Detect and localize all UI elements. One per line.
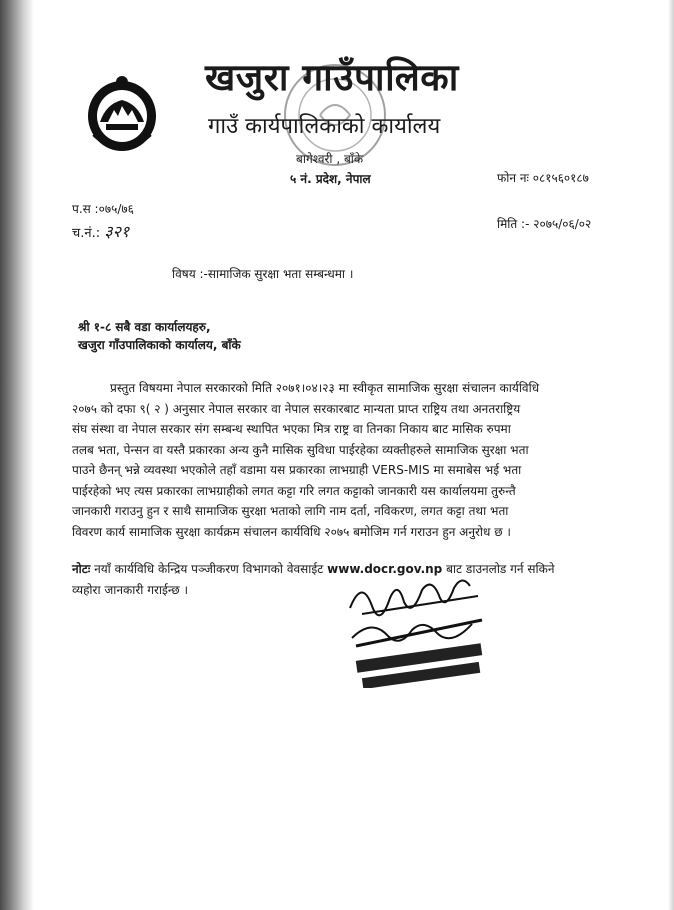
scan-edge-shadow: [0, 0, 34, 910]
note-text: नयाँ कार्यविधि केन्द्रिय पञ्जीकरण विभागको वेवसाईट: [90, 562, 328, 576]
body-line: संघ संस्था वा नेपाल सरकार संग सम्बन्ध स्थापित भएका मित्र राष्ट्र वा तिनका निकाय बाट मासिक रुपमा: [72, 422, 511, 436]
body-line: पाउने छैनन् भन्ने व्यवस्था भएकोले तहाँ वडामा यस प्रकारका लाभग्राही VERS-MIS मा समाबेस भई भता: [72, 463, 522, 477]
letter-body: [72, 378, 592, 542]
body-line: पाईरहेको भए त्यस प्रकारका लाभग्राहीको लगत कट्टा गरि लगत कट्टाको जानकारी यस कार्यालयमा तुरुन्तै: [72, 483, 516, 498]
office-subtitle: गाउँ कार्यपालिकाको कार्यालय: [208, 114, 441, 139]
note-label: नोटः: [72, 562, 91, 576]
recipient-line-1: श्री १-८ सबै वडा कार्यालयहरु,: [78, 320, 211, 334]
note-text-after: बाट डाउनलोड गर्न सकिने: [442, 562, 555, 576]
nepal-emblem-logo: [84, 74, 160, 154]
dispatch-value-handwritten: ३२१: [104, 222, 130, 241]
body-line: जानकारी गराउनु हुन र साथै सामाजिक सुरक्षा भताको लागि नाम दर्ता, नविकरण, लगत कट्टा तथा भता: [72, 504, 509, 518]
letter-date: मिति :- २०७५/०६/०२: [497, 217, 592, 231]
signature-and-stamp: [342, 568, 492, 688]
dispatch-number: [72, 220, 129, 242]
phone-number: फोन नः ०८१५६०१८७: [497, 171, 589, 185]
scan-edge-right: [668, 0, 674, 910]
letter-subject: विषय :-सामाजिक सुरक्षा भता सम्बन्धमा ।: [172, 267, 354, 281]
body-line: विवरण कार्य सामाजिक सुरक्षा कार्यक्रम संचालन कार्यविधि २०७५ बमोजिम गर्न गराउन हुन अनुरोध छ ।: [72, 524, 511, 539]
body-line: प्रस्तुत विषयमा नेपाल सरकारको मिति २०७१।०४।२३ मा स्वीकृत सामाजिक सुरक्षा संचालन कार्यविधि: [110, 381, 540, 395]
province-line: ५ नं. प्रदेश, नेपाल: [290, 172, 371, 186]
recipient-line-2: खजुरा गाँउपालिकाको कार्यालय, बाँके: [78, 338, 241, 352]
office-address: बागेश्वरी , बाँके: [296, 152, 364, 166]
note-line-2: व्यहोरा जानकारी गराईन्छ ।: [72, 583, 189, 597]
letter-reference-number: प.स :०७५/७६: [72, 202, 134, 216]
municipality-title: खजुरा गाउँपालिका: [205, 56, 459, 99]
body-line: २०७५ को दफा ९( २ ) अनुसार नेपाल सरकार वा नेपाल सरकारबाट मान्यता प्राप्त राष्ट्रिय तथा अनतराष्ट्रिय: [72, 401, 521, 416]
body-line: तलब भता, पेन्सन वा यस्तै प्रकारका अन्य कुनै मासिक सुविधा पाईरहेका व्यक्तीहरुले सामाजिक सुरक्षा भता: [72, 442, 529, 457]
dispatch-label: च.नं.:: [72, 226, 101, 241]
website-url: www.docr.gov.np: [327, 562, 443, 576]
